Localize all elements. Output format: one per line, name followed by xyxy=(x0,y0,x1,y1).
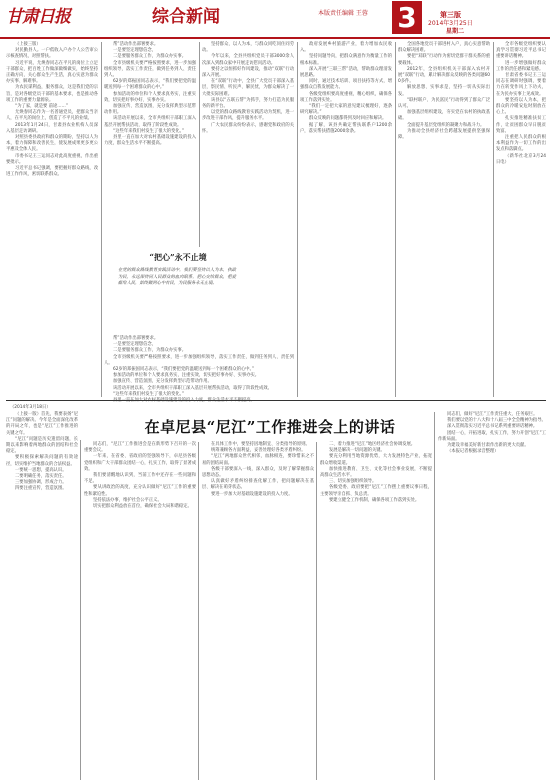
column-divider xyxy=(434,412,435,780)
paragraph: （上接一版）首先，我要表扬“尼江”问题的解决。今年是全面深化改革的开局之年，也是“尼江”工作推进的关键之年。 xyxy=(6,412,78,436)
paragraph: 各级干部要深入一线，深入群众，及时了解掌握群众思想动态。 xyxy=(202,466,314,479)
paragraph: 群众反映的问题都得到及时回应和解决。 xyxy=(309,116,387,122)
paragraph: 该活动开展以来，全市共组织干部职工深入基层开展帮扶活动，取得了阶段性成效。 xyxy=(113,385,272,391)
paragraph: 加快推进教育、卫生、文化等社会事业发展，不断提高群众生活水平。 xyxy=(320,466,432,479)
paragraph: 一是要坚定理想信念， xyxy=(113,342,156,348)
bottom-article-column-2 xyxy=(84,442,196,780)
paragraph: 三要加强协调，形成合力。 xyxy=(15,480,67,486)
paragraph: 进一步增强做好群众工作的责任感和紧迫感。 xyxy=(496,60,546,72)
paragraph: 在“双联”行动中，全县广大党员干部深入基层，察民情、听民声、解民忧，为群众解决了一大批实际困难。 xyxy=(202,79,294,97)
bottom-article-column-3 xyxy=(202,442,314,780)
column-divider xyxy=(199,42,200,247)
paragraph: 加强宣传、营造氛围，充分发挥典型示范带动作用。 xyxy=(104,104,196,116)
paragraph: 加强基层组织建设，夯实党在农村的执政基础。 xyxy=(398,110,490,122)
poem-text: 在党的群众路线教育实践活动中，我们要坚持以人为本，执政为民，永远保持同人民群众的血肉联系，把心交给群众，把爱献给人民，始终做到心中有民，为民服务永无止境。 xyxy=(118,268,236,286)
paragraph: 团结一心，开拓进取，扎实工作，努力开创“尼江”工作新局面。 xyxy=(438,430,546,442)
paragraph: 深入开展“三联三帮”活动，帮助群众理清发展思路。 xyxy=(300,66,392,79)
paragraph: 在具体工作中，要坚持因地制宜、分类指导的原则。 xyxy=(211,442,310,447)
paragraph: “尼江”问题是历史遗留问题，长期以来影响着两地群众的团结和社会稳定。 xyxy=(6,436,78,455)
paragraph: 全市县级机关要严格按照要求，进一步加强组织领导，落实工作责任，做到任务到人、责任到人。 xyxy=(104,60,196,79)
bottom-article-column-5 xyxy=(438,412,546,780)
paragraph: 统筹兼顾各方面利益，妥善处理好各类矛盾纠纷。 xyxy=(211,448,306,454)
paragraph: 同志们，做好“尼江”工作责任重大、任务艰巨。 xyxy=(447,412,538,417)
paragraph: 要充分利用当地资源优势，大力发展特色产业，拓宽群众增收渠道。 xyxy=(320,454,432,466)
paragraph: 切实把群众利益放在首位，确保社会大局和谐稳定。 xyxy=(93,504,192,510)
paragraph: “联村联户、为民富民”行动得到了群众广泛认可。 xyxy=(398,97,490,110)
top-article-column-3 xyxy=(202,42,294,247)
paragraph: 全市各级党组织要认真学习贯彻习近平总书记重要讲话精神。 xyxy=(496,42,546,60)
paragraph: 二是要服务群众工作，为群众办实事。 xyxy=(113,348,187,354)
masthead xyxy=(0,0,550,38)
paragraph: 我们要以党的十八大和十八届三中全会精神为指导。 xyxy=(447,418,546,424)
paragraph: 解放思想、实事求是，坚持一切从实际出发。 xyxy=(398,85,490,97)
article-headline: 在卓尼县“尼江”工作推进会上的讲话 xyxy=(144,418,396,436)
paragraph: 全国各地党员干部进村入户，真心实意帮助群众解决困难。 xyxy=(398,42,490,54)
column-divider xyxy=(493,42,494,397)
paragraph: （新华社北京3月24日电） xyxy=(496,153,546,165)
paragraph: 广大农民群众纷纷表示，感谢党和政府的关怀。 xyxy=(202,122,294,134)
paragraph: 三、切实加强组织领导。 xyxy=(329,479,377,485)
paragraph: 全市县级机关要严格按照要求，进一步加强组织领导，落实工作责任，做到任务到人、责任到人。 xyxy=(104,354,294,366)
paragraph: 要从讲政治的高度，充分认识做好“尼江”工作的重要性和紧迫性。 xyxy=(84,485,196,497)
paragraph: “这些年来我们村发生了很大的变化。” xyxy=(113,128,185,134)
column-divider xyxy=(198,442,199,780)
paragraph: 坚持群众、以人为本，与群众同吃同住同劳动。 xyxy=(202,42,294,54)
column-divider xyxy=(395,42,396,397)
paragraph: 二要明确任务，落实责任。 xyxy=(15,474,67,480)
paragraph: 认真做好矛盾纠纷排查化解工作，把问题解决在基层、解决在萌芽状态。 xyxy=(202,479,314,491)
header-rule xyxy=(0,37,550,39)
paragraph: 县里一直在加大对农村基础设施建设的投入力度，群众生活水平不断提高。 xyxy=(104,135,196,147)
column-divider xyxy=(101,42,102,397)
bottom-article-column-4 xyxy=(320,442,432,780)
paper-name: 甘肃日报 xyxy=(6,7,70,27)
paragraph: 市委书记王三运同志对此高度重视，作出重要批示。 xyxy=(6,153,98,165)
paragraph: 尤焕春同志作为一名普通党员，把群众当亲人，在平凡的岗位上，创造了不平凡的业绩。 xyxy=(6,110,98,122)
paragraph: 深入贯彻落实习近平总书记系列重要讲话精神。 xyxy=(447,424,538,430)
paragraph: 为推动全县经济社会跨越发展提供坚强保障。 xyxy=(398,128,490,141)
paragraph xyxy=(104,398,294,404)
paragraph: 参加活动的单位和个人要求真务实，注重实效，切实把好事办好、实事办实。 xyxy=(113,373,260,379)
page-number-badge: 3 xyxy=(392,1,422,34)
top-article-column-2b xyxy=(104,336,294,397)
paragraph: 二、着力推进“尼江”地区经济社会协调发展。 xyxy=(329,442,416,447)
paragraph: 习近平总书记强调，要把握好群众路线，改进工作作风，密切联系群众。 xyxy=(6,166,98,178)
top-article-column-5 xyxy=(398,42,490,397)
edition-label: 第三版 xyxy=(440,11,461,19)
paragraph: 各级党委、政府要把“尼江”工作摆上重要议事日程，主要领导亲自抓、负总责。 xyxy=(320,485,432,497)
paragraph: 要积极探索解决问题的有效途径，切实维护当地群众的合法权益。 xyxy=(6,455,78,467)
paragraph: 扎实推进精准扶贫工作，让贫困群众早日脱贫致富。 xyxy=(496,116,546,134)
paragraph: 各级党组织要高度重视，精心组织，确保各项工作落到实处。 xyxy=(300,91,392,103)
paragraph: （上接三版） xyxy=(15,42,41,47)
paragraph: 参加活动的单位和个人要求真务实，注重实效，切实把好事办好、实事办实。 xyxy=(104,91,196,103)
paragraph: 帮”活动作出部署要求。 xyxy=(113,336,159,341)
paragraph: 该县以“五联五帮”为抓手，努力打造为民服务的新平台。 xyxy=(202,97,294,110)
paragraph: 一是要坚定理想信念， xyxy=(113,48,156,54)
paragraph: 甘肃省委书记王三运同志在调研时强调，要着力在转变作风上下功夫，在为民办实事上见成效。 xyxy=(496,73,546,97)
paragraph: 同志们，“尼江”工作推进会是在新形势下召开的一次重要会议。 xyxy=(84,442,196,454)
top-article-column-6 xyxy=(496,42,546,397)
paragraph: 要持之以恒抓好作风建设，推动“双联”行动深入开展。 xyxy=(202,66,294,79)
paragraph: 要坚持以人为本，把群众的冷暖安危时刻放在心上。 xyxy=(496,97,546,116)
paragraph: 对民勤县人。一户低收入户办个人公告审公示核查情况，对照帮扶。 xyxy=(6,48,98,60)
paragraph: 帮”活动作出部署要求。 xyxy=(113,42,159,47)
paragraph: 二是要服务群众工作，为群众办实事。 xyxy=(113,54,187,60)
paragraph: 为建设幸福美好新甘肃作出新的更大贡献。 xyxy=(447,443,529,449)
paragraph: 要建立健全工作机制，确保各项工作落到实处。 xyxy=(329,497,420,503)
paragraph: 为农民谋利益，服务群众，这是我们党的宗旨，是对各级党员干部的基本要求，也是推动各项工作的重要力量源泉。 xyxy=(6,85,98,103)
paragraph: 要进一步加大对基础设施建设的投入力度。 xyxy=(211,491,293,497)
paragraph: 坚持依法办事，维护社会公平正义。 xyxy=(93,497,162,503)
paragraph: 同时，通过技术培训、项目扶持等方式，增强群众自我发展能力。 xyxy=(300,79,392,91)
paragraph: “尼江”两地群众世代相邻，血脉相连，要珍惜来之不易的团结局面。 xyxy=(202,454,314,466)
paragraph: 坚持问题导向，把群众满意作为衡量工作的根本标准。 xyxy=(300,54,392,66)
paragraph: 全面提升基层党组织的凝聚力和战斗力。 xyxy=(407,122,485,128)
article-dateline: （2014年3月18日） xyxy=(10,405,51,410)
paragraph: 该活动开展以来，全市共组织干部职工深入基层开展帮扶活动，取得了阶段性成效。 xyxy=(104,116,196,128)
paragraph: （本报记者根据录音整理） xyxy=(447,449,499,455)
column-divider xyxy=(297,42,298,397)
paragraph: 对照县委县政府和群众的期盼，坚持以人为本，着力保障和改善民生，使发展成果更多更公平惠及全体人民。 xyxy=(6,135,98,153)
section-rule xyxy=(6,400,546,401)
date-line: 2014年3月25日 xyxy=(428,20,473,27)
top-article-column-1 xyxy=(6,42,98,397)
paragraph: 加强宣传、营造氛围，充分发挥典型示范带动作用。 xyxy=(113,379,212,385)
paragraph: 2013年1月24日，甘肃县农业机构人员深入基层走访调研。 xyxy=(6,122,98,134)
bottom-article-column-1 xyxy=(6,412,78,780)
paragraph: “我们一定把大家的意见建议梳理好，逐条研究解决。” xyxy=(300,104,392,116)
paragraph: 要把“双联”行动作为密切党群干群关系的重要载体。 xyxy=(398,54,490,66)
paragraph: 以党的群众路线教育实践活动为契机，进一步改进干部作风，提升服务水平。 xyxy=(202,110,294,122)
paragraph: 我们要清醒地认识到，当前工作中还存在一些问题和不足。 xyxy=(84,473,196,485)
top-article-column-4 xyxy=(300,42,392,397)
paragraph: 62岁的郑振国同志表示，“我们要把党的温暖送到每一个困难群众的心中。” xyxy=(104,79,196,91)
section-name: 综合新闻 xyxy=(152,7,220,27)
poem-title: “把心”永不止境 xyxy=(149,252,207,262)
paragraph: 注重把人民群众的根本利益作为一切工作的出发点和落脚点。 xyxy=(496,135,546,153)
weekday: 星期二 xyxy=(446,28,465,35)
paragraph: 习近平说，尤焕春同志在平凡的岗位上立足干部群众，把百姓工作做深做细做实，始终坚持正确方向，关心群众生产生活，真心实意为群众办实事、解难事。 xyxy=(6,60,98,85)
paragraph: 今年以来，全县共组织党员干部3000余人次深入到群众家中开展走访慰问活动。 xyxy=(202,54,294,66)
paragraph: 62岁的郑振国同志表示，“我们要把党的温暖送到每一个困难群众的心中。” xyxy=(113,367,254,373)
paragraph: “这些年来我们村发生了很大的变化。” xyxy=(113,391,185,397)
paragraph: “为了家，就是要 前途……” xyxy=(15,104,69,110)
paragraph: 四要注重宣传，营造氛围。 xyxy=(15,486,67,492)
paragraph: 政府发展乡村旅游产业，着力增加农民收入。 xyxy=(300,42,392,54)
paragraph: 2012年，全县组织机关干部深入农村开展“双联”行动，累计解决群众反映的各类问题600多件。 xyxy=(398,66,490,85)
paragraph: 据了解，该县共确定帮扶联系户1200余户，落实帮扶措施2000余条。 xyxy=(300,122,392,134)
paragraph: 一年来，在省委、省政府的坚强领导下，卓尼县各级党组织和广大干部群众团结一心，扎实工作，取得了显著成效。 xyxy=(84,454,196,472)
paragraph: 一要统一思想，提高认识。 xyxy=(15,467,67,473)
editor-line: 本版责任编辑 王蓉 xyxy=(318,10,368,17)
column-divider xyxy=(316,442,317,780)
paragraph: 发展是解决一切问题的关键。 xyxy=(329,448,385,454)
top-article-column-2 xyxy=(104,42,196,247)
column-divider xyxy=(80,440,81,780)
